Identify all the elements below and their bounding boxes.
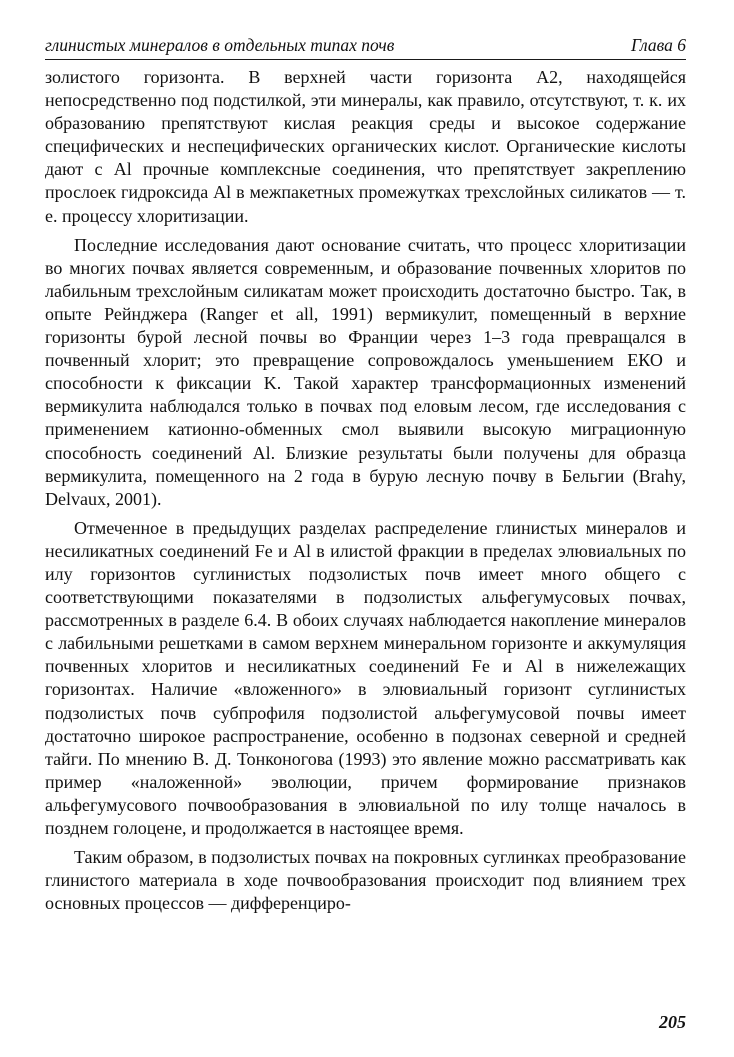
running-header: [45, 30, 686, 60]
page-number: 205: [659, 1012, 686, 1032]
paragraph: Отмеченное в предыдущих разделах распределение глинистых минералов и несиликатных соединений Fe и Al в илистой фракции в пределах элювиальных по илу горизонтов суглинистых подзолистых почв имеет много общего с соответствующими показателями в подзолистых альфегумусовых почвах, рассмотренных в разделе 6.4. В обоих случаях наблюдается накопление минералов с лабильными решетками в самом верхнем минеральном горизонте и аккумуляция почвенных хлоритов и несиликатных соединений Fe и Al в нижележащих горизонтах. Наличие «вложенного» в элювиальный горизонт суглинистых подзолистых почв субпрофиля подзолистой альфегумусовой почвы имеет достаточно широкое распространение, особенно в подзонах северной и средней тайги. По мнению В. Д. Тонконогова (1993) это явление можно рассматривать как пример «наложенной» эволюции, причем формирование признаков альфегумусового почвообразования в элювиальной по илу толще началось в позднем голоцене, и продолжается в настоящее время.: [45, 517, 686, 838]
paragraph-continued: золистого горизонта. В верхней части горизонта А2, находящейся непосредственно под подстилкой, эти минералы, как правило, отсутствуют, т. к. их образованию препятствуют кислая реакция среды и высокое содержание специфических и неспецифических органических кислот. Органические кислоты дают с Al прочные комплексные соединения, что препятствует закреплению прослоек гидроксида Al в межпакетных промежутках трехслойных силикатов — т. е. процессу хлоритизации.: [45, 67, 686, 226]
body-text: [45, 66, 686, 921]
running-header-title: глинистых минералов в отдельных типах почв: [45, 35, 395, 55]
paragraph: Последние исследования дают основание считать, что процесс хлоритизации во многих почвах является современным, и образование почвенных хлоритов по лабильным трехслойным силикатам может происходить достаточно быстро. Так, в опыте Рейнджера (Ranger et all, 1991) вермикулит, помещенный в верхние горизонты бурой лесной почвы во Франции через 1–3 года превращался в почвенный хлорит; это превращение сопровождалось уменьшением ЕКО и способности к фиксации K. Такой характер трансформационных изменений вермикулита наблюдался только в почвах под еловым лесом, где исследования с применением катионно-обменных смол выявили высокую миграционную способность соединений Al. Близкие результаты были получены для образца вермикулита, помещенного на 2 года в бурую лесную почву в Бельгии (Brahy, Delvaux, 2001).: [45, 234, 686, 509]
paragraph: Таким образом, в подзолистых почвах на покровных суглинках преобразование глинистого материала в ходе почвообразования происходит под влиянием трех основных процессов — дифференциро-: [45, 847, 686, 914]
running-header-chapter: Глава 6: [631, 35, 686, 55]
